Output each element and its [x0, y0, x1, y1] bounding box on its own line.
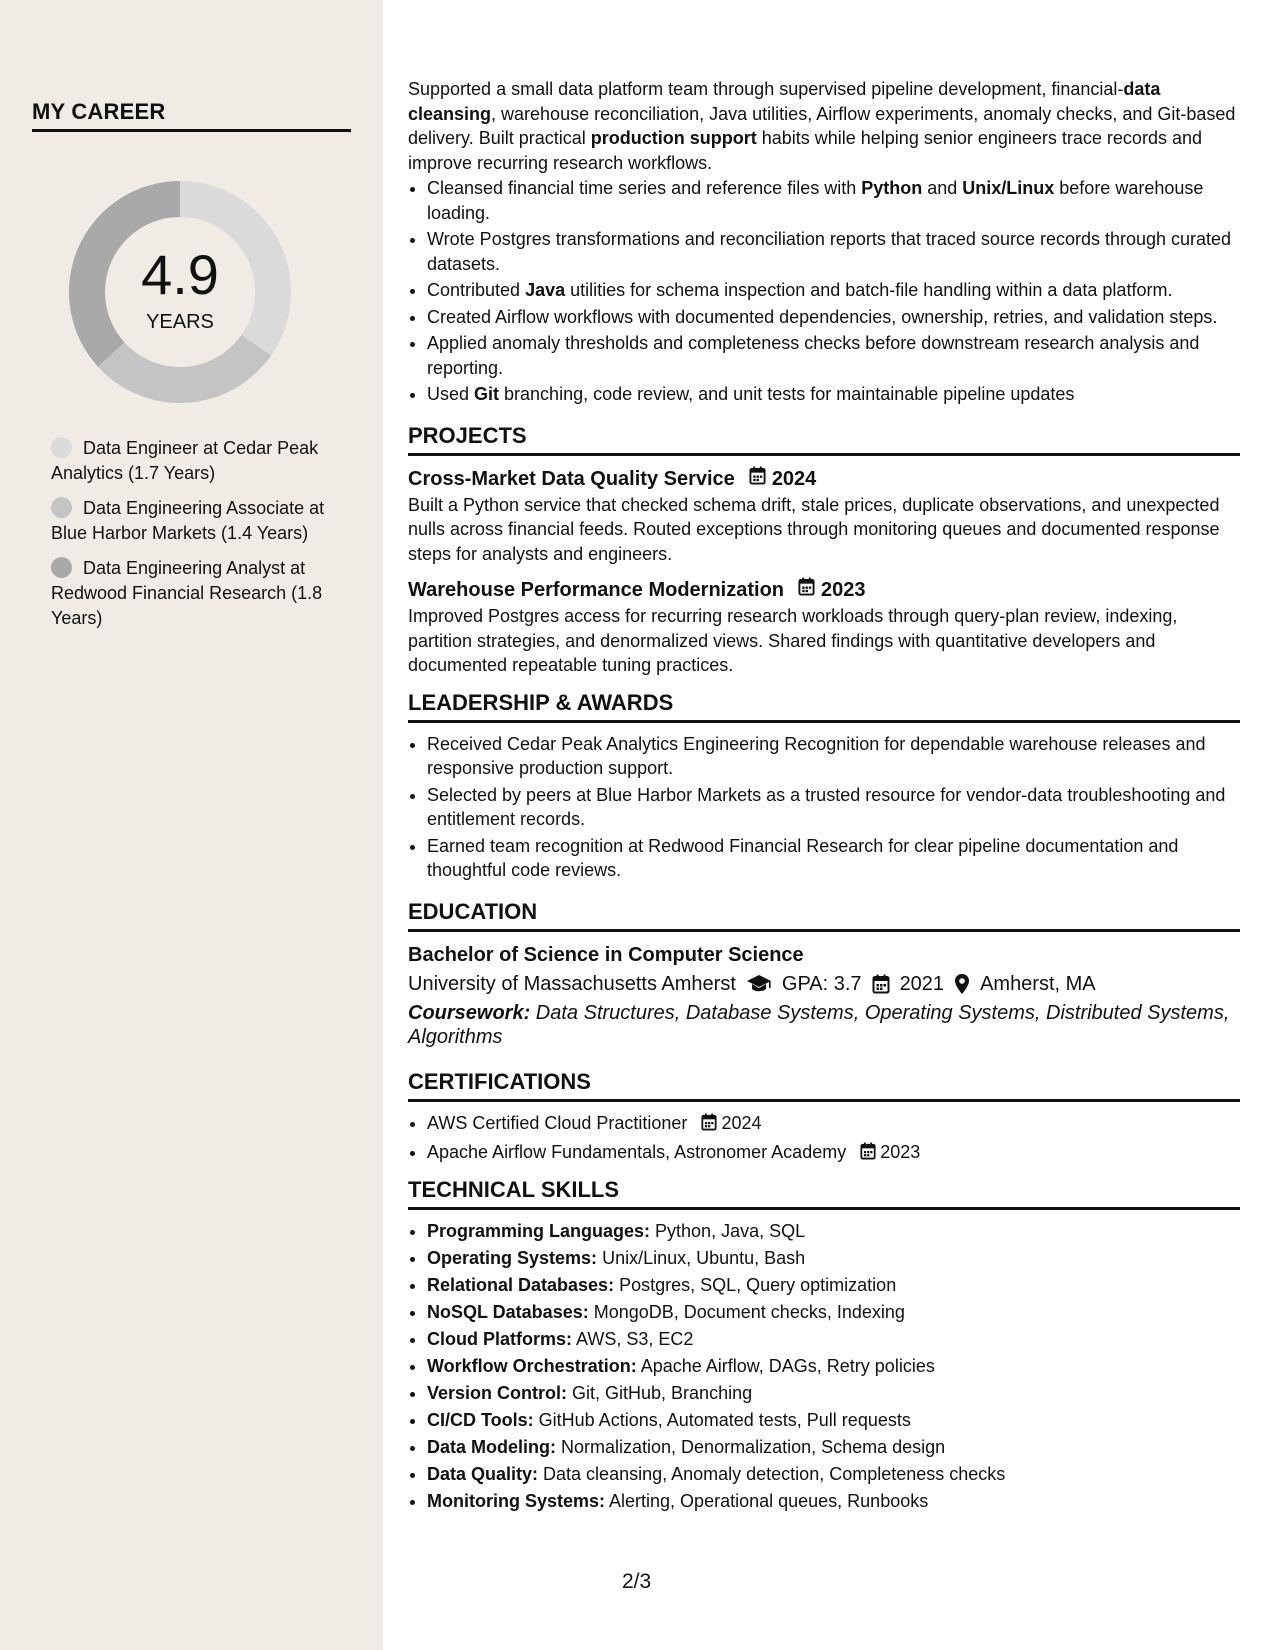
skill-item: [427, 1435, 1240, 1460]
career-legend-label: Data Engineering Analyst at Redwood Financial Research (1.8 Years): [51, 558, 323, 628]
certifications-list: [408, 1111, 1240, 1167]
skill-category: Cloud Platforms:: [427, 1328, 573, 1349]
experience-bullet: [427, 305, 1240, 330]
experience-bullets: [408, 176, 1240, 407]
skill-values: Unix/Linux, Ubuntu, Bash: [597, 1247, 806, 1268]
career-legend-label: Data Engineer at Cedar Peak Analytics (1.7 Years): [51, 438, 319, 483]
skill-values: Postgres, SQL, Query optimization: [614, 1274, 897, 1295]
text-run: and: [922, 178, 963, 198]
education-details: [408, 969, 1240, 999]
career-title-rule: [32, 129, 351, 132]
skills-list: [408, 1219, 1240, 1514]
text-run: Wrote Postgres transformations and reconciliation reports that traced source records through curated datasets.: [427, 229, 1232, 274]
project-year: 2024: [771, 467, 817, 490]
project-year: 2023: [821, 579, 866, 601]
graduation-cap-icon: [746, 974, 772, 994]
certifications-heading: CERTIFICATIONS: [408, 1068, 591, 1094]
skill-values: Git, GitHub, Branching: [567, 1382, 753, 1403]
projects-heading: PROJECTS: [408, 422, 527, 448]
skill-item: [427, 1462, 1240, 1487]
gpa-value: GPA: 3.7: [781, 972, 862, 995]
skill-item: [427, 1489, 1240, 1514]
leadership-item: • Selected by peers at Blue Harbor Markets as a trusted resource for vendor-data troubleshooting and entitlement records.: [427, 783, 1240, 832]
experience-bullet: [427, 176, 1240, 225]
experience-bullet: [427, 227, 1240, 276]
skill-item: [427, 1246, 1240, 1271]
text-run: branching, code review, and unit tests for maintainable pipeline updates: [499, 384, 1075, 404]
calendar-icon: [798, 576, 815, 604]
experience-bullet: [427, 382, 1240, 407]
certification-name: Apache Airflow Fundamentals, Astronomer Academy: [427, 1142, 847, 1162]
skill-item: [427, 1327, 1240, 1352]
text-run: before warehouse loading.: [427, 178, 1204, 223]
skill-values: Python, Java, SQL: [650, 1220, 806, 1241]
skill-category: Monitoring Systems:: [427, 1490, 606, 1511]
section-rule: [408, 453, 1240, 456]
donut-segment-2: [98, 335, 271, 403]
graduation-year: 2021: [899, 972, 945, 995]
leadership-item: • Earned team recognition at Redwood Financial Research for clear pipeline documentation and thoughtful code reviews.: [427, 834, 1240, 883]
skill-item: [427, 1273, 1240, 1298]
text-run: Applied anomaly thresholds and completeness checks before downstream research analysis and reporting.: [427, 333, 1200, 378]
school-location: Amherst, MA: [980, 972, 1096, 995]
skill-values: Alerting, Operational queues, Runbooks: [605, 1490, 929, 1511]
certification-name: AWS Certified Cloud Practitioner: [427, 1112, 688, 1133]
project-header: [408, 465, 1240, 493]
bold-keyword: production support: [590, 128, 757, 148]
text-run: Contributed: [427, 280, 526, 300]
text-run: Created Airflow workflows with documented dependencies, ownership, retries, and validation steps.: [427, 306, 1218, 327]
skill-values: AWS, S3, EC2: [572, 1328, 694, 1349]
leadership-heading: LEADERSHIP & AWARDS: [408, 689, 674, 715]
section-rule: [408, 1099, 1240, 1102]
section-rule: [408, 929, 1240, 932]
skill-values: Data cleansing, Anomaly detection, Completeness checks: [538, 1463, 1006, 1484]
section-rule: [408, 720, 1240, 723]
leadership-list: [408, 732, 1240, 883]
legend-dot: [51, 437, 72, 458]
bold-keyword: Git: [474, 384, 500, 404]
bold-keyword: Python: [861, 178, 923, 198]
experience-bullet: [427, 331, 1240, 380]
skill-category: Data Quality:: [427, 1463, 539, 1484]
calendar-icon: [860, 1144, 876, 1164]
project-name: Cross-Market Data Quality Service: [408, 467, 735, 490]
certification-item: [427, 1111, 1240, 1138]
projects-list: [408, 465, 1240, 678]
project-name: Warehouse Performance Modernization: [408, 579, 784, 601]
career-donut-chart: [60, 172, 300, 412]
resume-main: [408, 77, 1240, 1516]
map-pin-icon: [954, 973, 970, 995]
education-heading: EDUCATION: [408, 898, 538, 924]
text-run: , warehouse reconciliation, Java utilities, Airflow experiments, anomaly checks, and Git-based delivery. Built practical: [408, 103, 1236, 148]
text-run: Used: [427, 384, 475, 404]
bold-keyword: Java: [525, 280, 566, 300]
career-legend-item: [51, 496, 341, 546]
skill-category: Relational Databases:: [427, 1274, 615, 1295]
skill-category: Version Control:: [427, 1382, 568, 1403]
career-legend-item: [51, 556, 341, 631]
certification-year: 2023: [880, 1142, 921, 1162]
skill-item: [427, 1219, 1240, 1244]
experience-bullet: [427, 278, 1240, 303]
skills-heading: TECHNICAL SKILLS: [408, 1176, 620, 1202]
skill-category: CI/CD Tools:: [427, 1409, 534, 1430]
skill-category: Workflow Orchestration:: [427, 1355, 637, 1376]
total-years-value: 4.9: [141, 243, 219, 306]
section-rule: [408, 1207, 1240, 1210]
career-legend: [51, 436, 341, 641]
project-description: Built a Python service that checked schema drift, stale prices, duplicate observations, and unexpected nulls across financial feeds. Routed exceptions through monitoring queues and documented response steps for analysts and engineers.: [408, 494, 1220, 564]
legend-dot: [51, 557, 72, 578]
skill-values: Normalization, Denormalization, Schema design: [556, 1436, 946, 1457]
skill-category: Programming Languages:: [427, 1220, 651, 1241]
skill-category: NoSQL Databases:: [427, 1301, 589, 1322]
text-run: habits while helping senior engineers trace records and improve recurring research workflows.: [408, 128, 1202, 173]
skill-values: MongoDB, Document checks, Indexing: [588, 1301, 905, 1322]
skill-category: Operating Systems:: [427, 1247, 598, 1268]
certification-item: [427, 1140, 1240, 1167]
skill-item: [427, 1381, 1240, 1406]
project-header: [408, 576, 1240, 604]
career-sidebar: [0, 0, 383, 1650]
degree-title: Bachelor of Science in Computer Science: [408, 943, 804, 966]
leadership-item: • Received Cedar Peak Analytics Engineering Recognition for dependable warehouse releases and responsive production support.: [427, 732, 1240, 781]
coursework-list: Data Structures, Database Systems, Operating Systems, Distributed Systems, Algorithms: [408, 1001, 1230, 1048]
text-run: Cleansed financial time series and reference files with: [427, 178, 862, 198]
calendar-icon: [701, 1115, 717, 1135]
career-title: MY CAREER: [32, 99, 166, 124]
certification-year: 2024: [721, 1112, 762, 1133]
skill-item: [427, 1300, 1240, 1325]
coursework: [408, 1001, 1240, 1049]
bold-keyword: data cleansing: [408, 79, 1161, 124]
bold-keyword: Unix/Linux: [962, 178, 1055, 198]
page-number: 2/3: [622, 1570, 652, 1593]
experience-summary: [408, 77, 1240, 175]
skill-item: [427, 1408, 1240, 1433]
career-legend-item: [51, 436, 341, 486]
coursework-label: Coursework:: [408, 1001, 531, 1024]
legend-dot: [51, 497, 72, 518]
skill-values: GitHub Actions, Automated tests, Pull requests: [533, 1409, 911, 1430]
school-name: University of Massachusetts Amherst: [408, 972, 736, 995]
text-run: Supported a small data platform team through supervised pipeline development, financial-: [408, 79, 1124, 99]
years-label: YEARS: [146, 311, 214, 333]
project-description: Improved Postgres access for recurring research workloads through query-plan review, indexing, partition strategies, and denormalized views. Shared findings with quantitative developers and documented repeatable tuning practices.: [408, 606, 1178, 675]
skill-values: Apache Airflow, DAGs, Retry policies: [636, 1355, 935, 1376]
calendar-icon: [872, 974, 890, 994]
calendar-icon: [749, 465, 766, 493]
skill-item: [427, 1354, 1240, 1379]
career-legend-label: Data Engineering Associate at Blue Harbor Markets (1.4 Years): [51, 498, 325, 543]
text-run: utilities for schema inspection and batch-file handling within a data platform.: [565, 280, 1173, 300]
skill-category: Data Modeling:: [427, 1436, 556, 1457]
